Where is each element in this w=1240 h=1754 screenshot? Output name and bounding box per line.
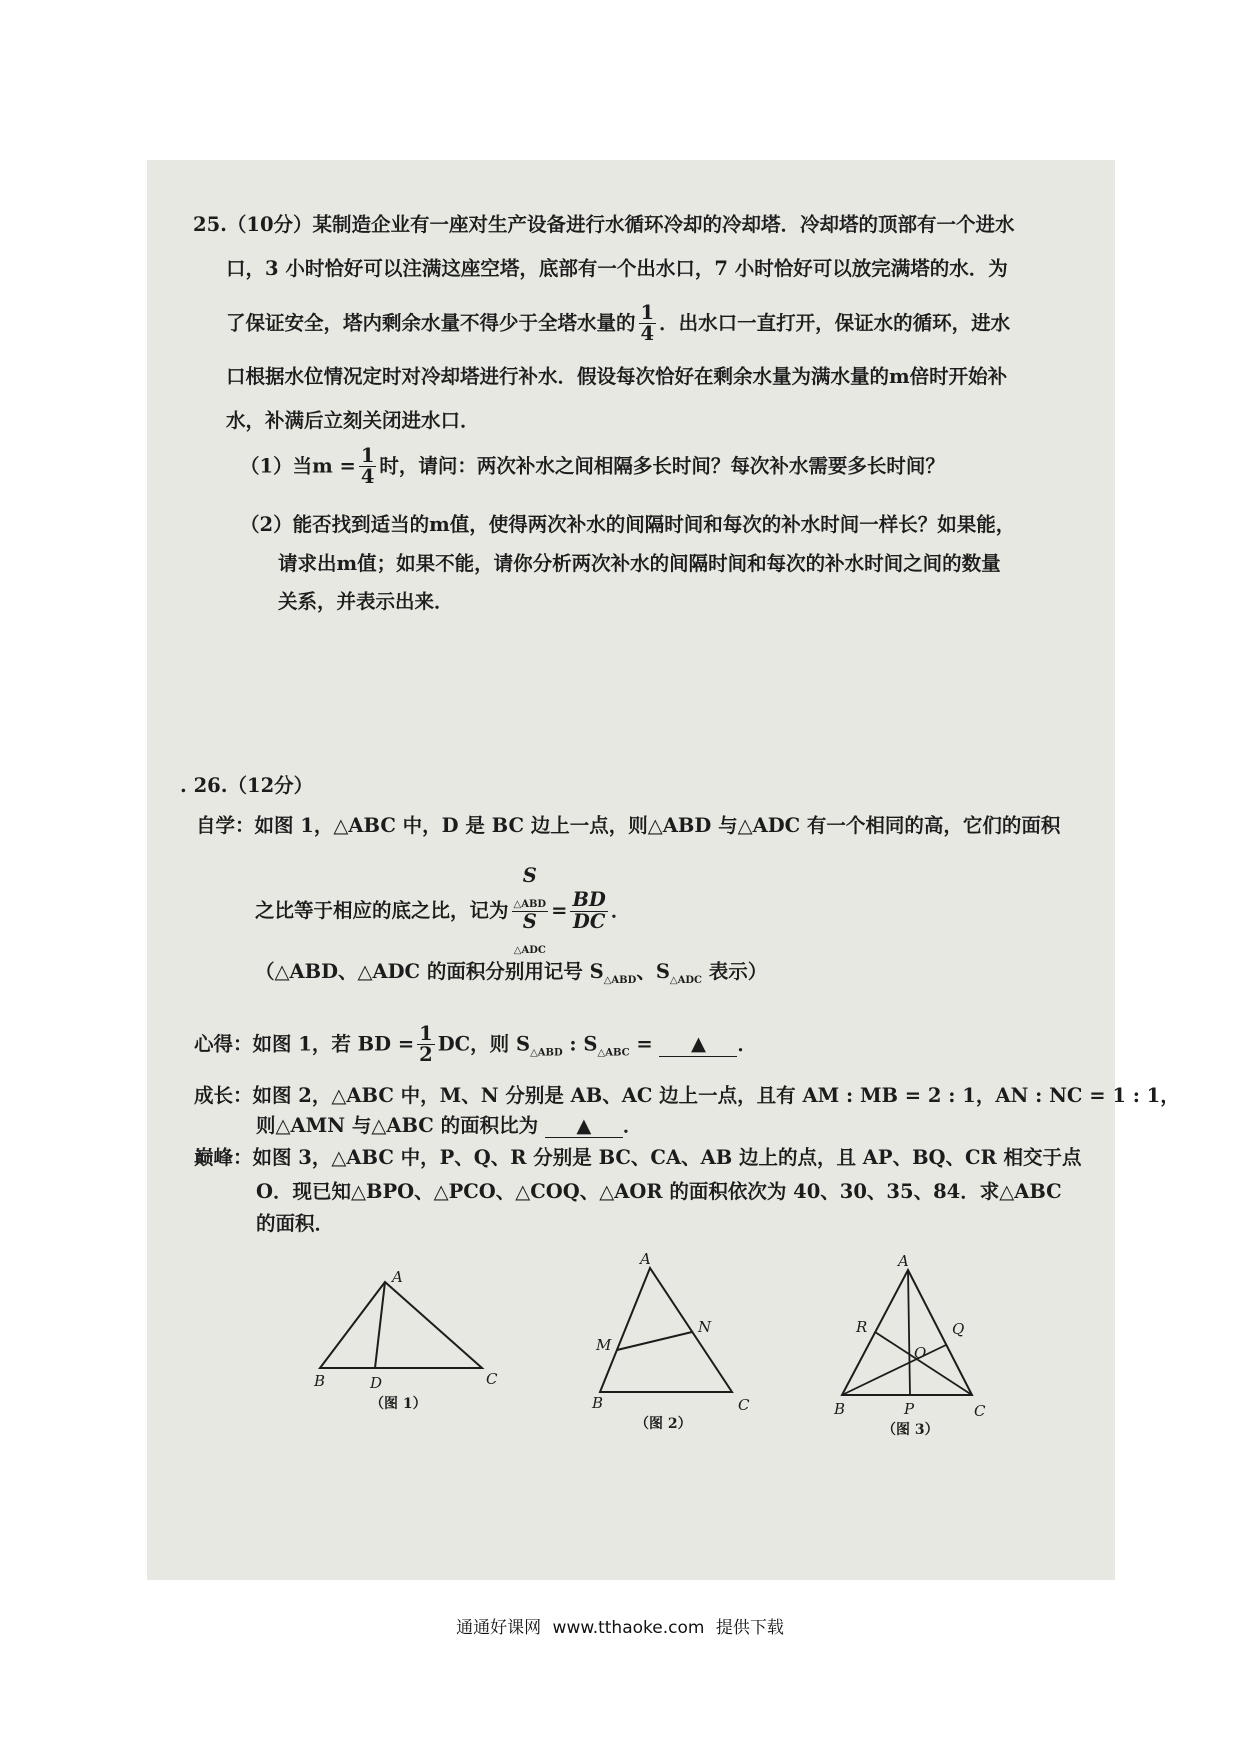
q26-title: . 26.（12分）	[180, 774, 314, 797]
q25-line3-a: 了保证安全，塔内剩余水量不得少于全塔水量的	[226, 311, 636, 335]
q25-line3	[226, 303, 1010, 345]
page-footer	[0, 1613, 1240, 1638]
q26-dianfeng-line2: O．现已知△BPO、△PCO、△COQ、△AOR 的面积依次为 40、30、35、84．求△ABC	[256, 1180, 1062, 1203]
q26-base-ratio	[570, 890, 607, 932]
footer-site-name: 通通好课网	[456, 1618, 542, 1638]
q26-note	[255, 960, 767, 987]
q25-part1-frac-num: 1	[360, 444, 375, 467]
q25-frac-den: 4	[640, 322, 655, 346]
q26-zixue-text: 之比等于相应的底之比，记为	[255, 898, 509, 922]
fig2-triangle	[600, 1268, 732, 1392]
q26-area-ratio-num	[512, 866, 549, 912]
fig2-label-b: B	[592, 1394, 604, 1412]
q26-s-abd-sub: △ABD	[513, 899, 547, 911]
q25-line3-b: ．出水口一直打开，保证水的循环，进水	[659, 311, 1011, 335]
q25-part2-line1: （2）能否找到适当的m值，使得两次补水的间隔时间和每次的补水时间一样长？如果能，	[240, 513, 1016, 536]
fig2-label-a: A	[640, 1250, 651, 1268]
fig3-segment-ap	[908, 1270, 910, 1395]
figure-3	[820, 1252, 1000, 1452]
q26-period: ．	[610, 898, 631, 922]
figure-1	[310, 1270, 510, 1440]
q26-zixue-line2	[255, 866, 630, 957]
fig2-segment-mn	[617, 1332, 692, 1350]
q25-part1-a: （1）当m =	[240, 454, 356, 478]
q26-xinde-sub2: △ABC	[597, 1047, 630, 1059]
q26-dianfeng-line1: 巅峰：如图 3，△ABC 中，P、Q、R 分别是 BC、CA、AB 边上的点，且 AP、BQ、CR 相交于点	[194, 1146, 1082, 1169]
q26-note-a: （△ABD、△ADC 的面积分别用记号 S	[255, 960, 604, 983]
q25-fraction	[639, 303, 657, 345]
q26-note-sub2: △ADC	[669, 974, 702, 986]
fig1-label-c: C	[486, 1370, 498, 1388]
fig3-segment-bq	[842, 1345, 946, 1395]
q26-chengzhang-line1: 成长：如图 2，△ABC 中，M、N 分别是 AB、AC 边上一点，且有 AM : MB = 2 : 1，AN : NC = 1 : 1，	[194, 1084, 1180, 1107]
q25-line4: 口根据水位情况定时对冷却塔进行补水．假设每次恰好在剩余水量为满水量的m倍时开始补	[226, 365, 1008, 388]
q26-dc: DC	[572, 909, 606, 933]
figure-2	[580, 1250, 760, 1440]
q26-half-num: 1	[419, 1022, 433, 1045]
q26-xinde-blank-mark: ▲	[690, 1032, 706, 1056]
q26-xinde-answer-blank[interactable]	[659, 1032, 737, 1056]
q25-part1	[240, 446, 945, 488]
q26-xinde-d: =	[629, 1032, 653, 1056]
fig1-triangle	[320, 1282, 482, 1368]
q25-part2-line3: 关系，并表示出来．	[278, 590, 454, 613]
fig3-label-o: O	[914, 1344, 927, 1362]
fig3-label-q: Q	[952, 1320, 965, 1338]
q26-s-adc-sub: △ADC	[513, 945, 546, 957]
q26-bd: BD	[572, 888, 606, 912]
fig3-label-c: C	[974, 1402, 986, 1420]
q26-equals: =	[551, 898, 568, 922]
q26-xinde-c: : S	[562, 1032, 598, 1056]
fig3-segment-cr	[875, 1332, 972, 1395]
q26-chengzhang-answer-blank[interactable]	[545, 1114, 623, 1138]
q26-note-sub1: △ABD	[603, 974, 637, 986]
q26-s-adc: S	[522, 909, 537, 933]
q26-half-fraction	[417, 1024, 435, 1066]
fig1-label-b: B	[314, 1372, 326, 1390]
fig2-label-n: N	[698, 1318, 712, 1336]
q26-area-ratio	[512, 866, 549, 957]
fig3-label-b: B	[834, 1400, 846, 1418]
q25-part1-b: 时，请问：两次补水之间相隔多长时间？每次补水需要多长时间？	[379, 454, 945, 478]
q26-note-c: 表示）	[702, 960, 768, 983]
q26-xinde-b: DC，则 S	[437, 1032, 531, 1056]
q26-area-ratio-den	[512, 909, 549, 957]
q26-note-b: 、S	[636, 960, 670, 983]
fig1-label-d: D	[370, 1374, 383, 1392]
fig1-caption: （图 1）	[370, 1396, 427, 1412]
q26-chengzhang-line2: 则△AMN 与△ABC 的面积比为 ▲ ．	[256, 1114, 643, 1137]
q26-dianfeng-line3: 的面积．	[256, 1212, 335, 1235]
q26-zixue-line1: 自学：如图 1，△ABC 中，D 是 BC 边上一点，则△ABD 与△ADC 有一个相同的高，它们的面积	[196, 814, 1061, 837]
q25-line2: 口，3 小时恰好可以注满这座空塔，底部有一个出水口，7 小时恰好可以放完满塔的水．为	[226, 257, 1008, 280]
fig3-label-a: A	[898, 1252, 909, 1270]
q26-s-abd: S	[522, 864, 537, 887]
q25-part1-fraction	[359, 446, 377, 488]
fig2-label-c: C	[738, 1396, 750, 1414]
q26-xinde-sub1: △ABD	[530, 1047, 563, 1059]
q25-frac-num: 1	[640, 301, 655, 324]
q25-part2-line2: 请求出m值；如果不能，请你分析两次补水的间隔时间和每次的补水时间之间的数量	[278, 552, 1001, 575]
q26-xinde: 心得：如图 1，若 BD = $\frac{1}{2}$ DC，则 $S_{\triangle ABD}$ : $S_{\triangle ABC}$ = ▲ ．	[194, 1022, 757, 1067]
q25-part1-frac-den: 4	[360, 465, 375, 489]
q25-line1: 25.（10分）某制造企业有一座对生产设备进行水循环冷却的冷却塔．冷却塔的顶部有一个进水	[193, 213, 1015, 236]
fig2-label-m: M	[596, 1336, 612, 1354]
q25-line5: 水，补满后立刻关闭进水口．	[226, 409, 480, 432]
q26-chengzhang-text: 则△AMN 与△ABC 的面积比为	[256, 1114, 539, 1137]
fig1-label-a: A	[392, 1270, 403, 1286]
fig3-label-r: R	[856, 1318, 868, 1336]
q26-xinde-a: 心得：如图 1，若 BD =	[194, 1032, 415, 1056]
footer-url-link[interactable]: www.tthaoke.com	[552, 1618, 705, 1638]
q26-half-den: 2	[419, 1043, 433, 1067]
fig2-caption: （图 2）	[635, 1416, 692, 1432]
fig3-label-p: P	[904, 1400, 915, 1418]
q26-chengzhang-blank-mark: ▲	[576, 1114, 592, 1137]
fig3-caption: （图 3）	[882, 1422, 939, 1438]
footer-tail: 提供下载	[715, 1618, 784, 1638]
